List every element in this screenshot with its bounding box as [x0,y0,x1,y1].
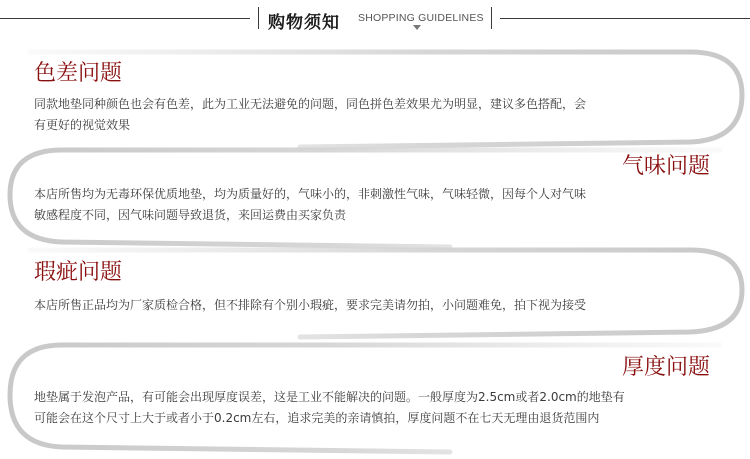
body-line: 本店所售均为无毒环保优质地垫，均为质量好的，气味小的，非刺激性气味，气味轻微，因每个人对气味 [34,187,587,201]
section-body-color-difference [34,94,586,136]
body-line: 有更好的视觉效果 [34,118,131,132]
section-body-odor [34,184,586,226]
section-body-defects [34,295,586,316]
swoosh-curve-3 [30,250,742,337]
body-line: 地垫属于发泡产品，有可能会出现厚度误差，这是工业不能解决的问题。一般厚度为2.5cm或者2.0cm的地垫有 [34,390,625,404]
header-title: 购物须知 [268,13,340,33]
section-body-thickness [34,387,625,429]
body-line: 敏感程度不同，因气味问题导致退货，来回运费由买家负责 [34,208,347,222]
body-line: 同款地垫同种颜色也会有色差，此为工业无法避免的问题，同色拼色差效果尤为明显，建议多色搭配，会 [34,97,587,111]
body-line: 本店所售正品均为厂家质检合格，但不排除有个别小瑕疵，要求完美请勿拍，小问题难免，拍下视为接受 [34,298,587,312]
body-line: 可能会在这个尺寸上大于或者小于0.2cm左右，追求完美的亲请慎拍，厚度问题不在七天无理由退货范围内 [34,411,600,425]
section-title-thickness: 厚度问题 [622,355,711,380]
section-title-odor: 气味问题 [622,154,711,179]
section-title-color-difference: 色差问题 [34,61,123,86]
header-subtitle: SHOPPING GUIDELINES [358,12,484,24]
section-title-defects: 瑕疵问题 [34,260,123,285]
